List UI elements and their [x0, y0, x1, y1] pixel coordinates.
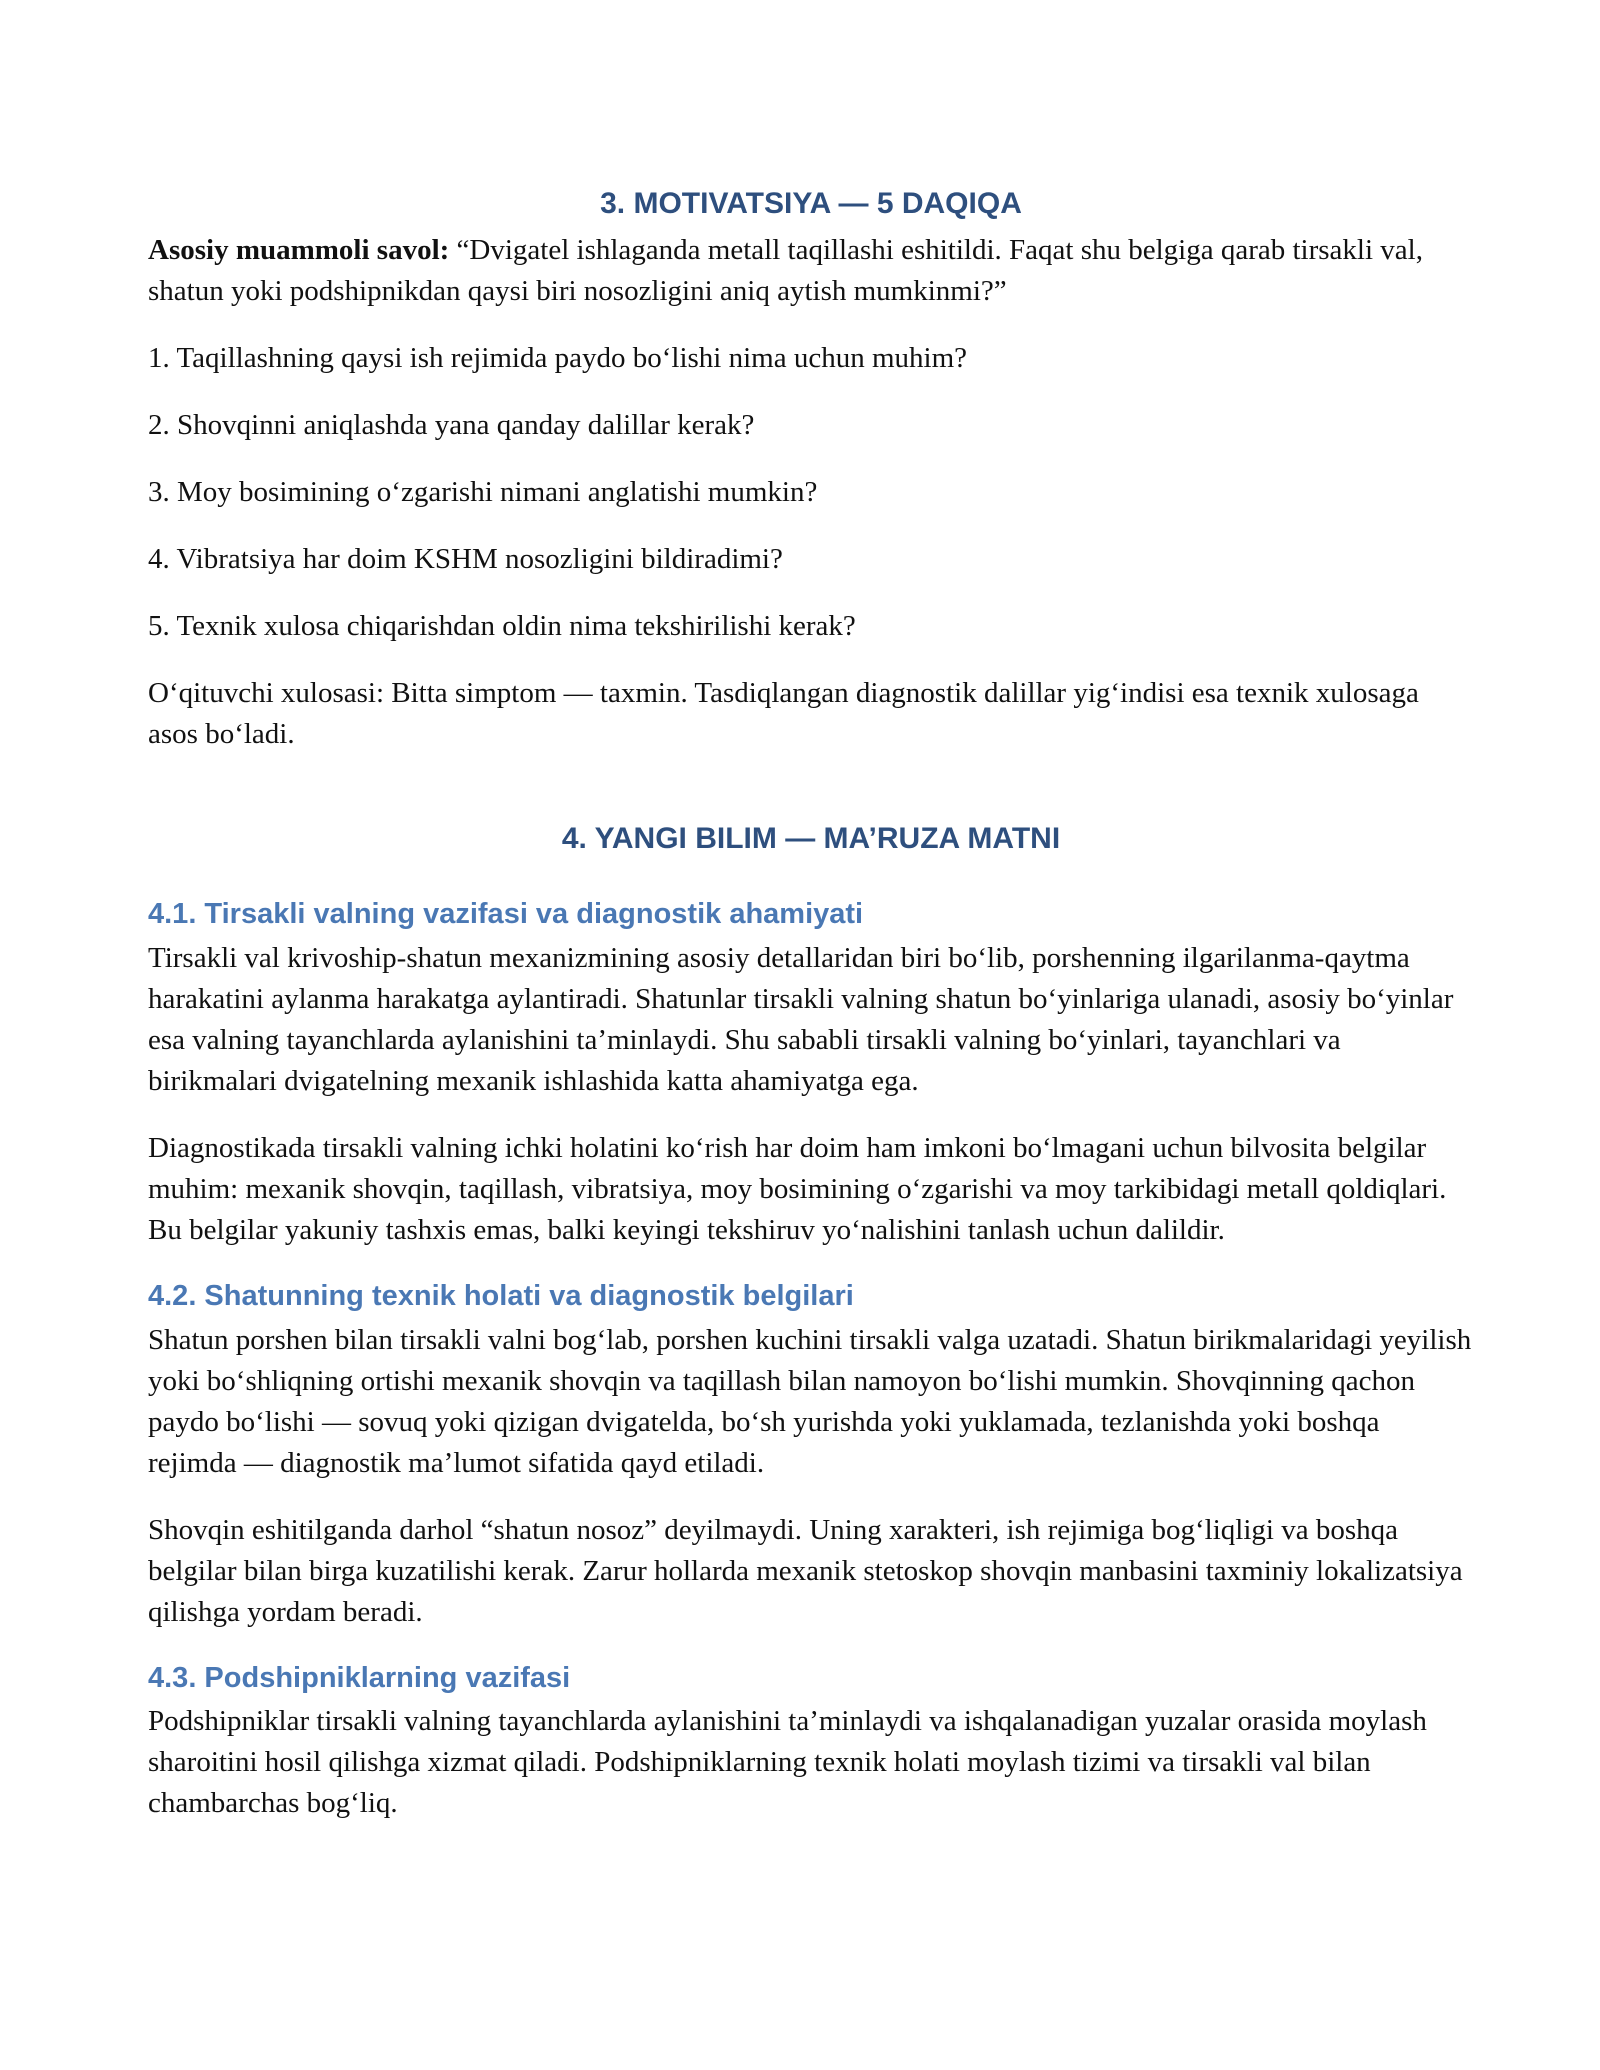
section-heading-new-knowledge: 4. YANGI BILIM — MA’RUZA MATNI — [561, 822, 1061, 855]
main-question-text: “Dvigatel ishlaganda metall taqillashi eshitildi. Faqat shu belgiga qarab tirsakli val, shatun yoki podshipnikdan qaysi biri nosozligini aniq aytish mumkinmi?” — [148, 234, 1423, 307]
question-item: 5. Texnik xulosa chiqarishdan oldin nima tekshirilishi kerak? — [148, 610, 856, 642]
section-heading-motivation: 3. MOTIVATSIYA — 5 DAQIQA — [600, 187, 1022, 220]
main-question-paragraph — [148, 230, 1474, 312]
body-paragraph: Shovqin eshitilganda darhol “shatun nosoz” deyilmaydi. Uning xarakteri, ish rejimiga bogʻliqligi va boshqa belgilar bilan birga kuzatilishi kerak. Zarur hollarda mexanik stetoskop shovqin manbasini taxminiy lokalizatsiya qilishga yordam beradi. — [148, 1513, 1463, 1628]
body-paragraph: Shatun porshen bilan tirsakli valni bogʻlab, porshen kuchini tirsakli valga uzatadi. Shatun birikmalaridagi yeyilish yoki boʻshliqning ortishi mexanik shovqin va taqillash bilan namoyon boʻlishi mumkin. Shovqinning qachon paydo boʻlishi — sovuq yoki qizigan dvigatelda, boʻsh yurishda yoki yuklamada, tezlanishda yoki boshqa rejimda — diagnostik ma’lumot sifatida qayd etiladi. — [148, 1323, 1472, 1479]
subsection-heading-4-3: 4.3. Podshipniklarning vazifasi — [148, 1661, 571, 1694]
question-item: 1. Taqillashning qaysi ish rejimida paydo boʻlishi nima uchun muhim? — [148, 342, 967, 374]
document-page — [148, 0, 1474, 1824]
main-question-label: Asosiy muammoli savol: — [148, 234, 450, 266]
body-paragraph: Podshipniklar tirsakli valning tayanchlarda aylanishini ta’minlaydi va ishqalanadigan yuzalar orasida moylash sharoitini hosil qilishga xizmat qiladi. Podshipniklarning texnik holati moylash tizimi va tirsakli val bilan chambarchas bogʻliq. — [148, 1705, 1427, 1820]
question-item: 2. Shovqinni aniqlashda yana qanday dalillar kerak? — [148, 409, 755, 441]
body-paragraph: Tirsakli val krivoship-shatun mexanizmining asosiy detallaridan biri boʻlib, porshenning ilgarilanma-qaytma harakatini aylanma harakatga aylantiradi. Shatunlar tirsakli valning shatun boʻyinlariga ulanadi, asosiy boʻyinlar esa valning tayanchlarda aylanishini ta’minlaydi. Shu sababli tirsakli valning boʻyinlari, tayanchlari va birikmalari dvigatelning mexanik ishlashida katta ahamiyatga ega. — [148, 941, 1454, 1097]
subsection-heading-4-1: 4.1. Tirsakli valning vazifasi va diagnostik ahamiyati — [148, 898, 864, 930]
subsection-heading-4-2: 4.2. Shatunning texnik holati va diagnostik belgilari — [148, 1279, 854, 1312]
question-item: 4. Vibratsiya har doim KSHM nosozligini bildiradimi? — [148, 543, 783, 575]
teacher-conclusion: Oʻqituvchi xulosasi: Bitta simptom — taxmin. Tasdiqlangan diagnostik dalillar yigʻindisi esa texnik xulosaga asos boʻladi. — [148, 677, 1419, 750]
question-item: 3. Moy bosimining oʻzgarishi nimani anglatishi mumkin? — [148, 476, 818, 508]
body-paragraph: Diagnostikada tirsakli valning ichki holatini koʻrish har doim ham imkoni boʻlmagani uchun bilvosita belgilar muhim: mexanik shovqin, taqillash, vibratsiya, moy bosimining oʻzgarishi va moy tarkibidagi metall qoldiqlari. Bu belgilar yakuniy tashxis emas, balki keyingi tekshiruv yoʻnalishini tanlash uchun dalildir. — [148, 1131, 1447, 1246]
